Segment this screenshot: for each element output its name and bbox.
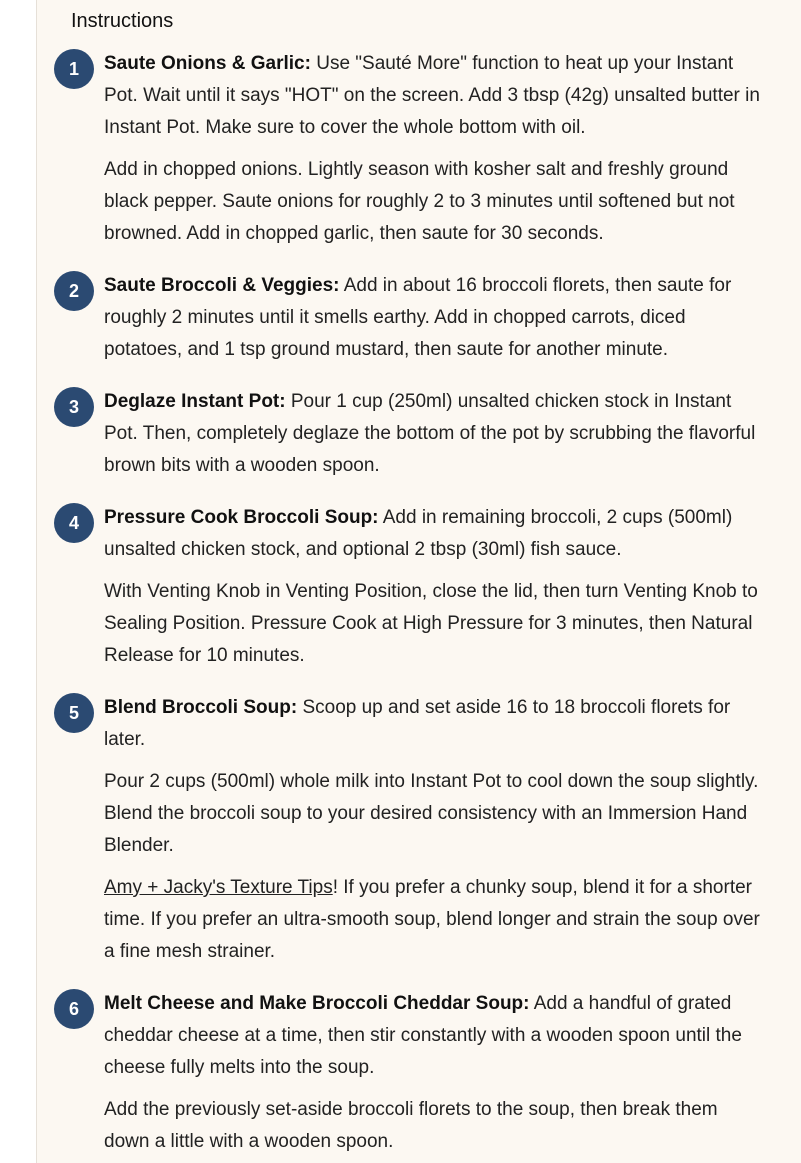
step-number-badge: 6 [54, 989, 94, 1029]
step-6-paragraph-1 [104, 988, 768, 1084]
instructions-heading: Instructions [71, 10, 174, 32]
step-number-badge: 1 [54, 49, 94, 89]
step-2-title: Saute Broccoli & Veggies: [104, 275, 340, 296]
step-5-title: Blend Broccoli Soup: [104, 697, 298, 718]
step-3-title: Deglaze Instant Pot: [104, 391, 286, 412]
texture-tips-link[interactable]: Amy + Jacky's Texture Tips [104, 877, 333, 898]
step-1-paragraph-1 [104, 48, 768, 144]
step-2-paragraph-1 [104, 270, 768, 366]
step-number-badge: 2 [54, 271, 94, 311]
step-1-paragraph-2: Add in chopped onions. Lightly season with kosher salt and freshly ground black pepper. Saute onions for roughly 2 to 3 minutes until softened but not browned. Add in chopped garlic, then saute for 30 seconds. [104, 159, 735, 244]
step-4-text: Add in remaining broccoli, 2 cups (500ml) unsalted chicken stock, and optional 2 tbsp (30ml) fish sauce. [104, 507, 733, 560]
step-2-text: Add in about 16 broccoli florets, then saute for roughly 2 minutes until it smells earthy. Add in chopped carrots, diced potatoes, and 1 tsp ground mustard, then saute for another minute. [104, 275, 732, 360]
step-6-paragraph-2: Add the previously set-aside broccoli florets to the soup, then break them down a little with a wooden spoon. [104, 1099, 718, 1152]
step-3-paragraph-1 [104, 386, 768, 482]
step-4-paragraph-2: With Venting Knob in Venting Position, close the lid, then turn Venting Knob to Sealing Position. Pressure Cook at High Pressure for 3 minutes, then Natural Release for 10 minutes. [104, 581, 758, 666]
step-number-badge: 3 [54, 387, 94, 427]
step-1-text: Use "Sauté More" function to heat up your Instant Pot. Wait until it says "HOT" on the screen. Add 3 tbsp (42g) unsalted butter in Instant Pot. Make sure to cover the whole bottom with oil. [104, 53, 760, 138]
step-4-title: Pressure Cook Broccoli Soup: [104, 507, 379, 528]
step-4-paragraph-1 [104, 502, 768, 566]
step-6-title: Melt Cheese and Make Broccoli Cheddar Soup: [104, 993, 530, 1014]
step-6-text: Add a handful of grated cheddar cheese at a time, then stir constantly with a wooden spoon until the cheese fully melts into the soup. [104, 993, 742, 1078]
step-3-text: Pour 1 cup (250ml) unsalted chicken stock in Instant Pot. Then, completely deglaze the bottom of the pot by scrubbing the flavorful brown bits with a wooden spoon. [104, 391, 756, 476]
step-5-tip-paragraph [104, 872, 768, 968]
step-5-paragraph-2: Pour 2 cups (500ml) whole milk into Instant Pot to cool down the soup slightly. Blend the broccoli soup to your desired consistency with an Immersion Hand Blender. [104, 771, 759, 856]
step-number-badge: 4 [54, 503, 94, 543]
step-1-title: Saute Onions & Garlic: [104, 53, 311, 74]
step-number-badge: 5 [54, 693, 94, 733]
step-5-text: Scoop up and set aside 16 to 18 broccoli florets for later. [104, 697, 731, 750]
step-5-tip-text: ! If you prefer a chunky soup, blend it for a shorter time. If you prefer an ultra-smooth soup, blend longer and strain the soup over a fine mesh strainer. [104, 877, 760, 962]
step-5-paragraph-1 [104, 692, 768, 756]
